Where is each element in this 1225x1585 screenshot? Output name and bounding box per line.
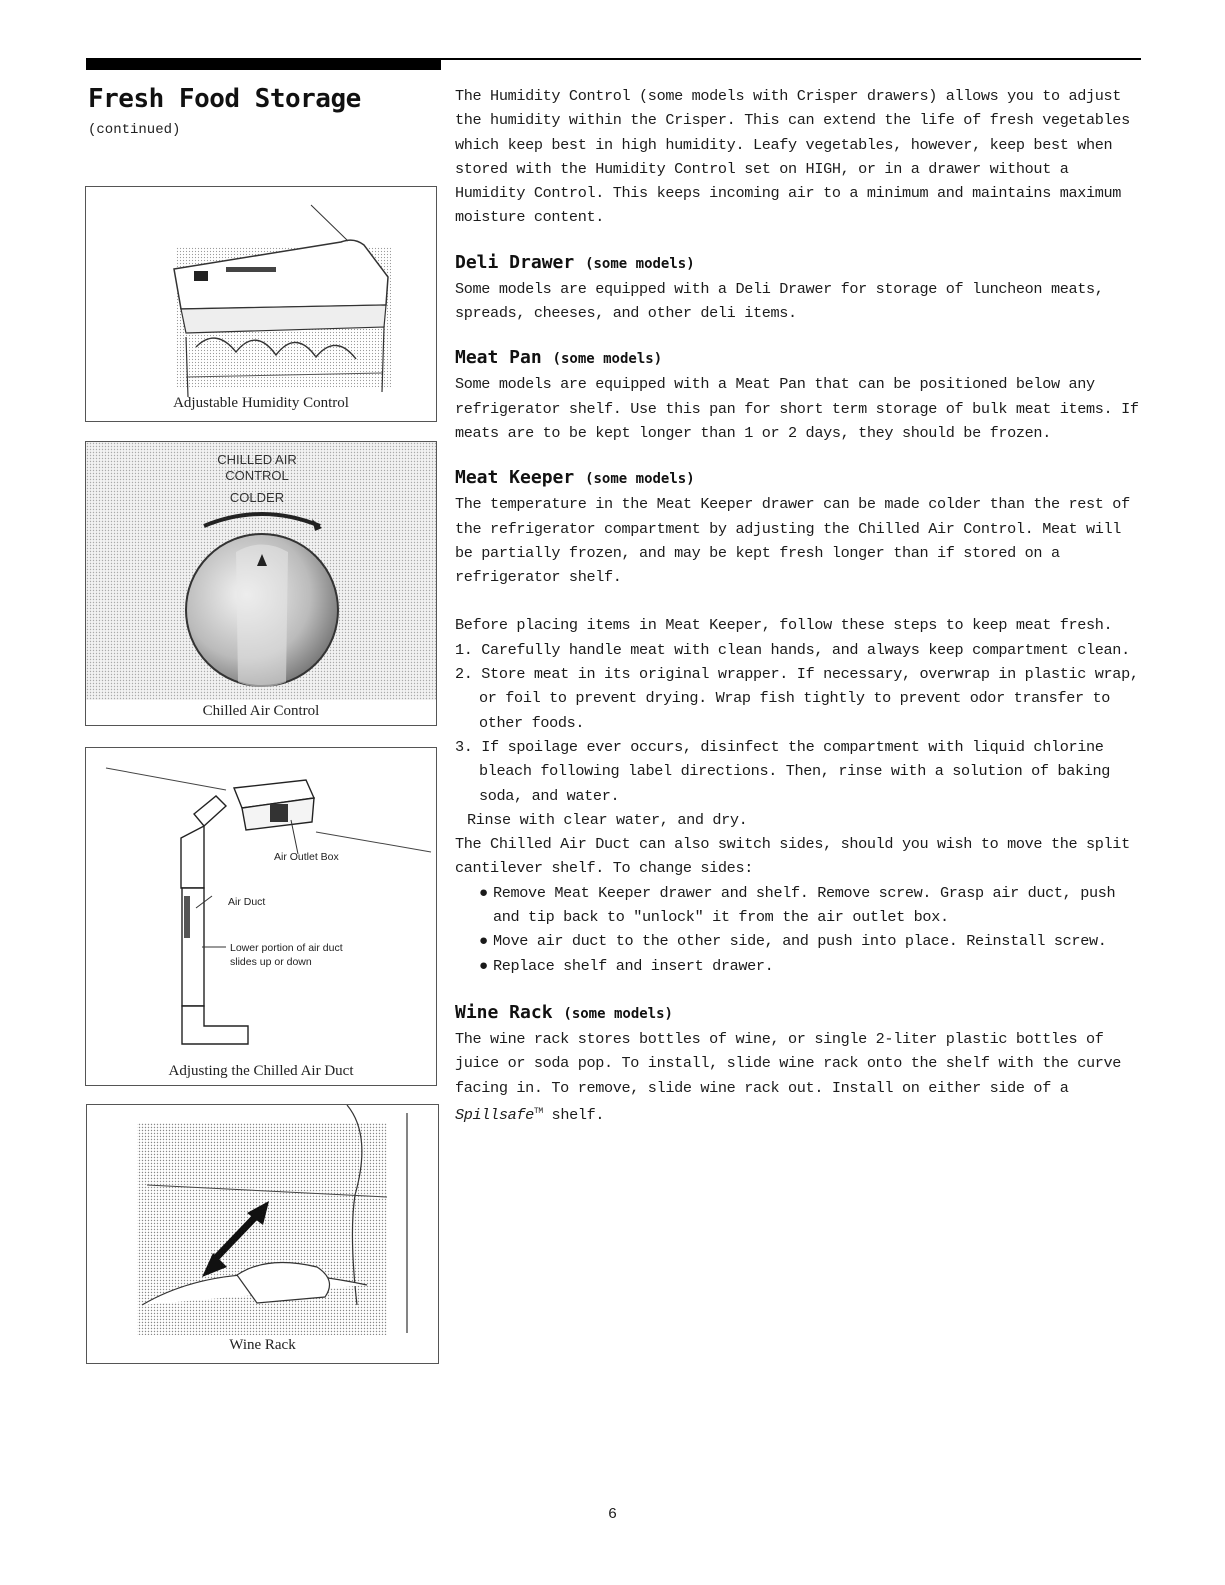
- callout-air-outlet-box: Air Outlet Box: [274, 851, 339, 863]
- step-text: Carefully handle meat with clean hands, and always keep compartment clean.: [481, 640, 1130, 659]
- step-number: 2.: [455, 665, 473, 684]
- step-text: Store meat in its original wrapper. If necessary, overwrap in plastic wrap, or foil to prevent drying. Wrap fish tightly to prevent odor transfer to other foods.: [479, 665, 1139, 732]
- callout-air-duct: Air Duct: [228, 896, 266, 908]
- dial-label-line-1: CHILLED AIR: [217, 452, 297, 467]
- list-item: [455, 881, 1143, 930]
- meat-keeper-heading: [455, 465, 1143, 492]
- bullet-text: Replace shelf and insert drawer.: [493, 956, 774, 975]
- list-item: [455, 929, 1143, 953]
- brand-name: Spillsafe: [455, 1105, 534, 1124]
- page-number: 6: [607, 1506, 617, 1523]
- rinse-text: Rinse with clear water, and dry.: [467, 810, 748, 829]
- header-rule-thick: [86, 58, 441, 70]
- meat-keeper-qualifier: (some models): [585, 471, 695, 488]
- wine-rack-text-2: shelf.: [542, 1105, 605, 1124]
- step-number: 3.: [455, 737, 473, 756]
- deli-drawer-qualifier: (some models): [585, 255, 695, 272]
- air-duct-intro: The Chilled Air Duct can also switch sides, should you wish to move the split cantilever shelf. To change sides:: [455, 835, 1130, 878]
- list-item: [455, 735, 1143, 808]
- step-number: 1.: [455, 640, 473, 659]
- meat-pan-paragraph: Some models are equipped with a Meat Pan that can be positioned below any refrigerator shelf. Use this pan for short term storage of bulk meat items. If meats are to be kept longer than 1 or 2 days, they should be frozen.: [455, 375, 1139, 442]
- wine-rack-paragraph: [455, 1027, 1143, 1127]
- main-text-column: [455, 84, 1143, 1127]
- header-rule-thin: [441, 58, 1141, 60]
- wine-rack-text-1: The wine rack stores bottles of wine, or single 2-liter plastic bottles of juice or soda pop. To install, slide wine rack onto the shelf with the curve facing in. To remove, slide wine rack out. Install on either side of a: [455, 1029, 1122, 1097]
- meat-keeper-steps: [455, 638, 1143, 808]
- figure-air-duct: [85, 747, 437, 1086]
- list-item: [455, 662, 1143, 735]
- trademark-mark: TM: [533, 1106, 543, 1116]
- bullet-icon: ●: [479, 956, 488, 975]
- bullet-icon: ●: [479, 883, 488, 902]
- wine-rack-illustration: [87, 1105, 438, 1363]
- list-item: [455, 954, 1143, 978]
- figure-humidity-control: [85, 186, 437, 422]
- callout-lower-portion-2: slides up or down: [230, 956, 312, 968]
- caption-air-duct: Adjusting the Chilled Air Duct: [168, 1063, 354, 1079]
- dial-label-line-2: CONTROL: [225, 468, 289, 483]
- humidity-control-illustration: [86, 187, 436, 421]
- wine-rack-heading: [455, 1000, 1143, 1027]
- figure-chilled-air-control: [85, 441, 437, 726]
- deli-drawer-title: Deli Drawer: [455, 251, 575, 273]
- deli-drawer-heading: [455, 250, 1143, 277]
- caption-wine-rack: Wine Rack: [229, 1337, 296, 1353]
- humidity-control-paragraph: The Humidity Control (some models with Crisper drawers) allows you to adjust the humidity within the Crisper. This can extend the life of fresh vegetables which keep best in high humidity. Leafy vegetables, however, keep best when stored with the Humidity Control set on HIGH, or in a drawer without a Humidity Control. This keeps incoming air to a minimum and maintains maximum moisture content.: [455, 87, 1130, 227]
- air-duct-steps: [455, 881, 1143, 978]
- bullet-text: Move air duct to the other side, and push into place. Reinstall screw.: [493, 932, 1107, 951]
- caption-chilled-air-control: Chilled Air Control: [202, 703, 320, 719]
- wine-rack-qualifier: (some models): [563, 1005, 673, 1022]
- list-item: [455, 638, 1143, 662]
- page-title: Fresh Food Storage: [88, 84, 361, 114]
- callout-lower-portion-1: Lower portion of air duct: [230, 942, 343, 954]
- meat-pan-qualifier: (some models): [552, 351, 663, 368]
- meat-pan-heading: [455, 345, 1143, 372]
- meat-keeper-title: Meat Keeper: [455, 467, 575, 489]
- meat-keeper-before-text: Before placing items in Meat Keeper, follow these steps to keep meat fresh.: [455, 616, 1113, 635]
- meat-keeper-paragraph: The temperature in the Meat Keeper drawer can be made colder than the rest of the refrigerator compartment by adjusting the Chilled Air Control. Meat will be partially frozen, and may be kept fresh longer than if stored on a refrigerator shelf.: [455, 495, 1130, 587]
- chilled-air-dial-illustration: [86, 442, 436, 725]
- deli-drawer-paragraph: Some models are equipped with a Deli Drawer for storage of luncheon meats, spreads, cheeses, and other deli items.: [455, 279, 1104, 323]
- bullet-text: Remove Meat Keeper drawer and shelf. Remove screw. Grasp air duct, push and tip back to "unlock" it from the air outlet box.: [493, 883, 1116, 927]
- wine-rack-title: Wine Rack: [455, 1001, 553, 1023]
- page-subtitle: (continued): [88, 122, 181, 138]
- step-text: If spoilage ever occurs, disinfect the compartment with liquid chlorine bleach following label directions. Then, rinse with a solution of baking soda, and water.: [479, 737, 1111, 805]
- caption-humidity-control: Adjustable Humidity Control: [173, 395, 349, 411]
- meat-pan-title: Meat Pan: [455, 347, 542, 369]
- figure-wine-rack: [86, 1104, 439, 1364]
- air-duct-illustration: [86, 748, 436, 1085]
- bullet-icon: ●: [479, 932, 488, 951]
- dial-label-colder: COLDER: [229, 490, 285, 505]
